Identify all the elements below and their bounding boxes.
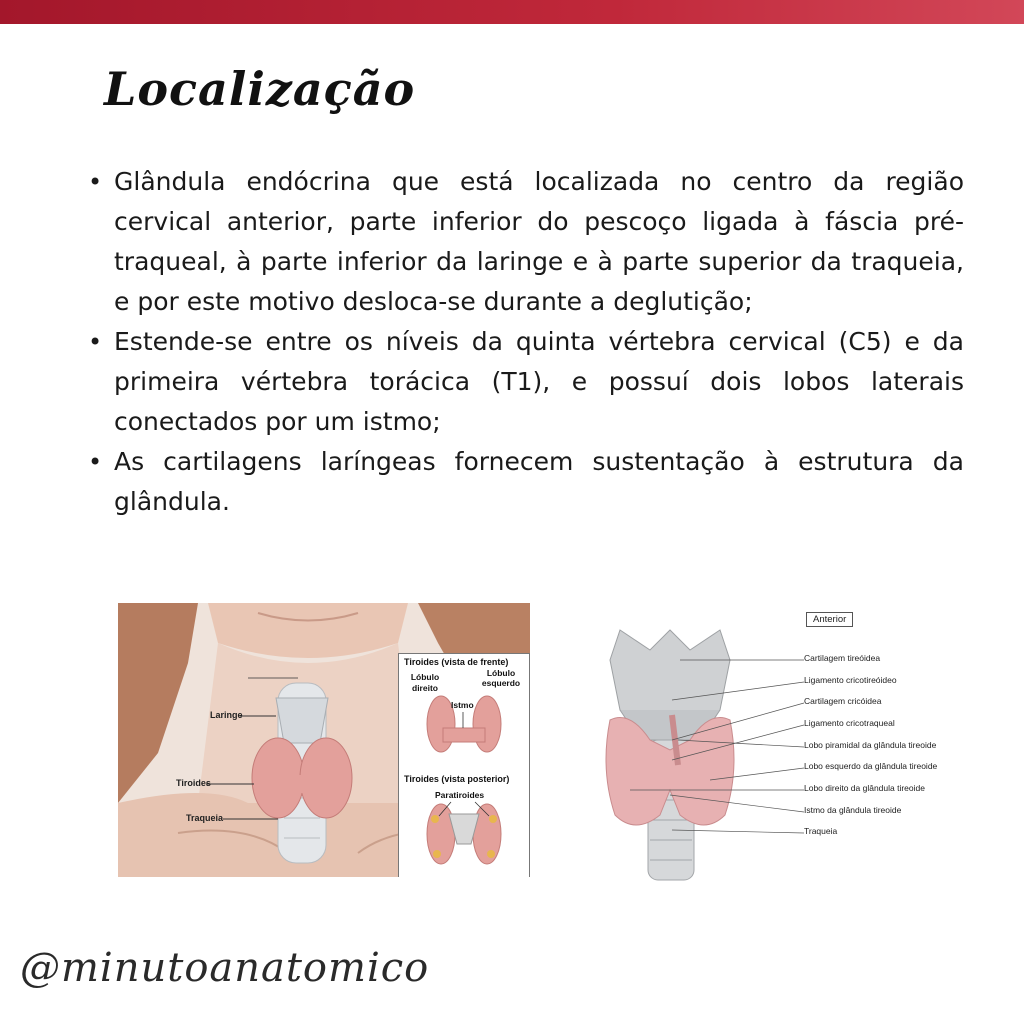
label-larynx: Laringe — [210, 710, 243, 720]
inset-right-lobe: Lóbulo direito — [410, 672, 440, 693]
label-pyramidal-lobe: Lobo piramidal da glândula tireoide — [804, 740, 937, 750]
view-tag: Anterior — [806, 612, 853, 627]
inset-front-title: Tiroides (vista de frente) — [404, 657, 509, 667]
label-thyroid: Tiroides — [176, 778, 211, 788]
neck-thyroid-illustration — [118, 603, 530, 877]
label-trachea: Traqueia — [186, 813, 224, 823]
inset-back-title: Tiroides (vista posterior) — [404, 774, 510, 784]
inset-isthmus: Istmo — [451, 700, 474, 710]
bullet-item: • Glândula endócrina que está localizada no centro da região cervical anterior, parte inferior do pescoço ligada à fáscia pré-traqueal, à parte inferior da laringe e à parte superior da traqueia, e por este motivo desloca-se durante a deglutição; — [84, 162, 964, 322]
bullet-item: • Estende-se entre os níveis da quinta vértebra cervical (C5) e da primeira vértebra torácica (T1), e possuí dois lobos laterais conectados por um istmo; — [84, 322, 964, 442]
label-thyroid-cartilage: Cartilagem tireóidea — [804, 653, 881, 663]
label-isthmus: Istmo da glândula tireoide — [804, 805, 902, 815]
inset-parathyroids: Paratiroides — [435, 790, 485, 800]
bullet-list — [84, 162, 964, 522]
label-left-lobe: Lobo esquerdo da glândula tireoide — [804, 761, 938, 771]
larynx-thyroid-anatomy — [560, 590, 980, 890]
label-trachea-right: Traqueia — [804, 826, 838, 836]
label-cricotracheal-ligament: Ligamento cricotraqueal — [804, 718, 895, 728]
thyroid-inset — [398, 653, 530, 877]
label-cricothyroid-ligament: Ligamento cricotireóideo — [804, 675, 897, 685]
top-accent-bar — [0, 0, 1024, 24]
label-cricoid-cartilage: Cartilagem cricóidea — [804, 696, 882, 706]
label-right-lobe: Lobo direito da glândula tireoide — [804, 783, 925, 793]
bullet-item: • As cartilagens laríngeas fornecem sustentação à estrutura da glândula. — [84, 442, 964, 522]
author-handle: @minutoanatomico — [20, 945, 430, 991]
inset-left-lobe: Lóbulo esquerdo — [481, 668, 521, 688]
page-title: Localização — [104, 62, 416, 116]
